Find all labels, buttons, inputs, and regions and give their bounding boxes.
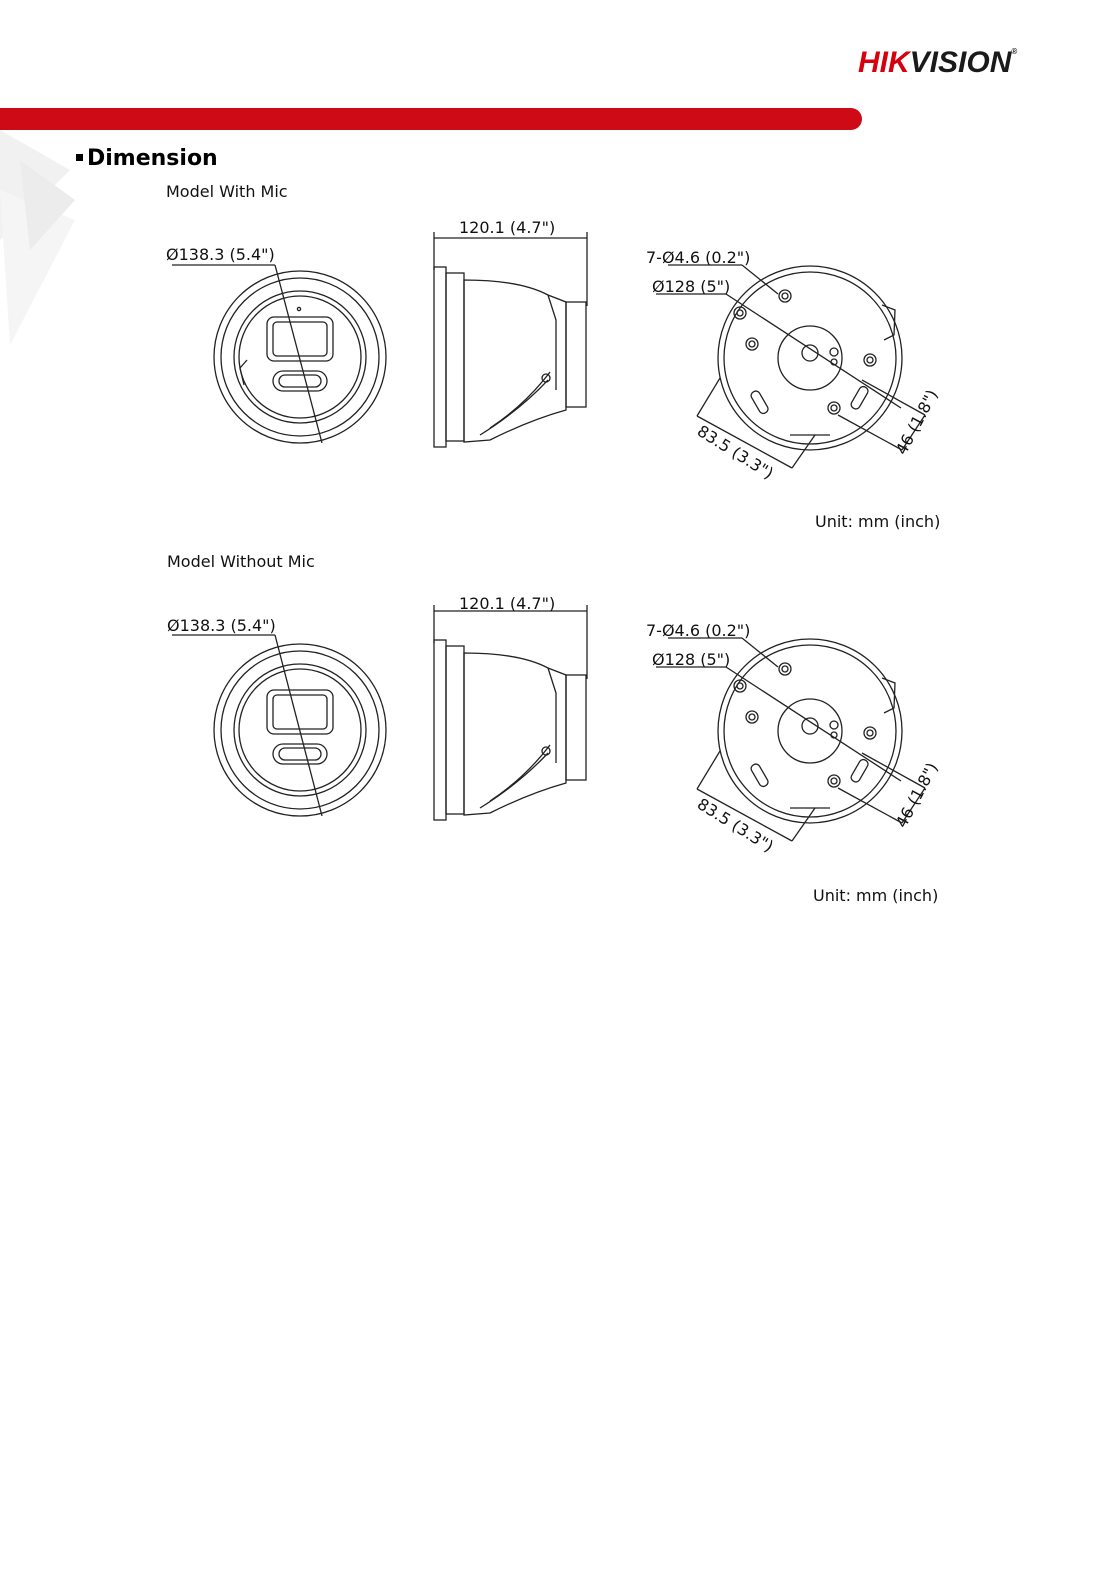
header-red-bar: [0, 108, 862, 130]
unit-note-without-mic: Unit: mm (inch): [813, 886, 939, 905]
front-diameter-label: Ø138.3 (5.4"): [167, 616, 276, 635]
holes-label: 7-Ø4.6 (0.2"): [646, 621, 751, 640]
front-diameter-label: Ø138.3 (5.4"): [166, 245, 275, 264]
unit-note-with-mic: Unit: mm (inch): [815, 512, 941, 531]
side-view: [434, 605, 587, 820]
logo-text-red: HIK: [858, 46, 910, 79]
hikvision-logo: [858, 48, 1017, 78]
section-title-text: Dimension: [87, 146, 218, 171]
base-diameter-label: Ø128 (5"): [652, 277, 731, 296]
front-view: [172, 635, 386, 816]
side-length-label: 120.1 (4.7"): [459, 218, 556, 237]
section-title: [76, 146, 218, 171]
front-view: [172, 265, 386, 443]
bullet-square-icon: [76, 154, 83, 161]
spacing-b-label: 46 (1.8"): [891, 386, 942, 458]
spacing-a-label: 83.5 (3.3"): [693, 421, 777, 483]
base-diameter-label: Ø128 (5"): [652, 650, 731, 669]
logo-text-dark: VISION: [909, 46, 1012, 79]
side-length-label: 120.1 (4.7"): [459, 594, 556, 613]
logo-registered-mark: ®: [1011, 47, 1018, 56]
model-label-without-mic: Model Without Mic: [167, 552, 315, 571]
spacing-b-label: 46 (1.8"): [891, 759, 942, 831]
holes-label: 7-Ø4.6 (0.2"): [646, 248, 751, 267]
model-label-with-mic: Model With Mic: [166, 182, 288, 201]
dimension-drawing-without-mic: [0, 583, 1116, 873]
dimension-drawing-with-mic: [0, 210, 1116, 500]
side-view: [434, 232, 587, 447]
spacing-a-label: 83.5 (3.3"): [693, 794, 777, 856]
